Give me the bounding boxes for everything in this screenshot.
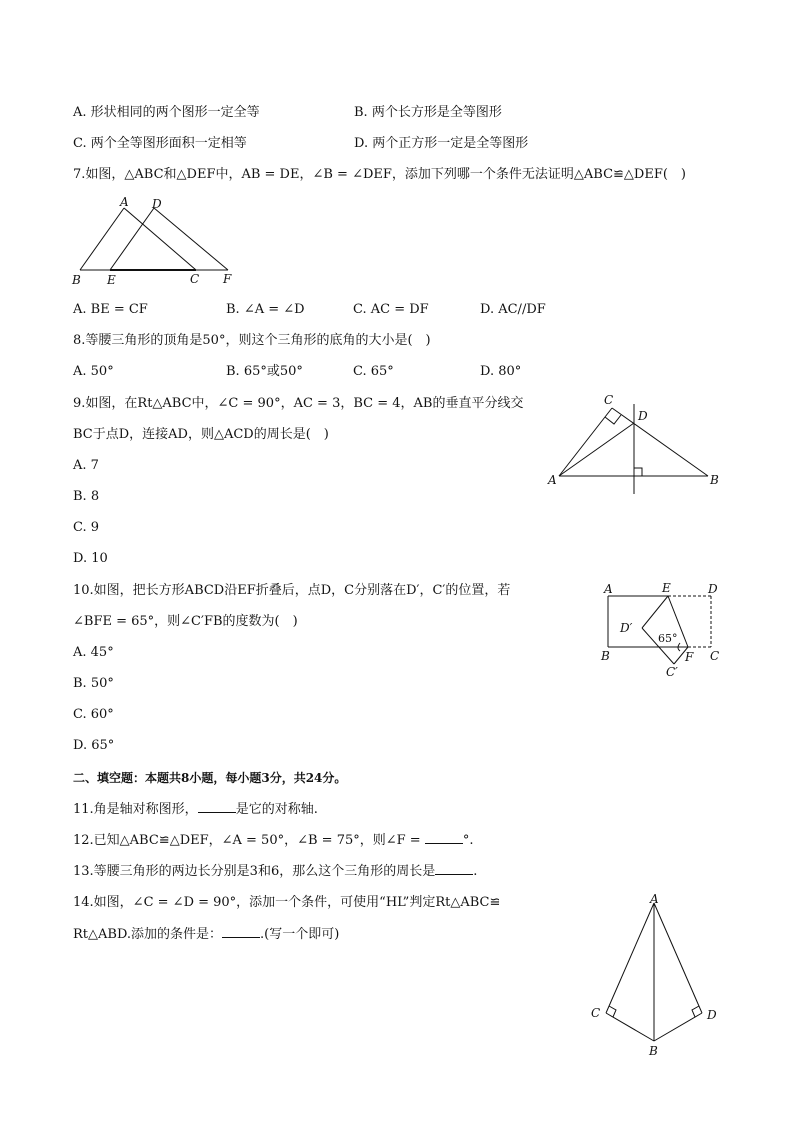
q10-label-c-prime: C′ — [666, 665, 678, 679]
q10-stem-line2: ∠BFE = 65°，则∠C′FB的度数为( ) — [73, 614, 298, 629]
q14-label-d: D — [707, 1008, 717, 1022]
q9-stem-line1: 9.如图，在Rt△ABC中，∠C = 90°，AC = 3，BC = 4，AB的垂直平分线交 — [73, 396, 524, 411]
q7-stem: 7.如图，△ABC和△DEF中，AB = DE，∠B = ∠DEF，添加下列哪一个条件无法证明△ABC≌△DEF( ) — [73, 167, 686, 182]
q14-label-a: A — [650, 892, 659, 906]
q13-stem — [73, 862, 477, 881]
q14-text-pre: Rt△ABD.添加的条件是： — [73, 927, 223, 942]
q7-label-c: C — [190, 272, 200, 286]
q12-text-post: °. — [462, 833, 474, 848]
q9-label-b: B — [710, 473, 719, 487]
q14-label-b: B — [649, 1044, 658, 1058]
q14-stem-line1: 14.如图，∠C = ∠D = 90°，添加一个条件，可使用“HL”判定Rt△ABC≌ — [73, 895, 501, 910]
q10-label-angle: 65° — [658, 632, 678, 645]
q9-option-b: B. 8 — [73, 489, 100, 504]
q13-text-pre: 13.等腰三角形的两边长分别是3和6，那么这个三角形的周长是 — [73, 864, 436, 879]
q6-option-c: C. 两个全等图形面积一定相等 — [73, 136, 247, 151]
q10-option-a: A. 45° — [73, 645, 114, 660]
q10-option-c: C. 60° — [73, 707, 114, 722]
q10-option-d: D. 65° — [73, 738, 115, 753]
q7-label-b: B — [72, 273, 81, 287]
q10-label-d: D — [708, 582, 718, 596]
q10-label-c: C — [710, 649, 720, 663]
q14-text-post: .(写一个即可) — [260, 927, 340, 942]
q12-text-pre: 12.已知△ABC≌△DEF，∠A = 50°，∠B = 75°，则∠F = — [73, 833, 425, 848]
section-2-heading: 二、填空题：本题共8小题，每小题3分，共24分。 — [73, 771, 347, 785]
q12-blank[interactable] — [425, 831, 463, 844]
q10-label-a: A — [604, 582, 613, 596]
q8-option-d: D. 80° — [480, 364, 522, 379]
q14-label-c: C — [591, 1006, 601, 1020]
q7-label-a: A — [120, 195, 129, 209]
q11-text-post: 是它的对称轴. — [235, 802, 318, 817]
q11-blank[interactable] — [198, 800, 236, 813]
q10-option-b: B. 50° — [73, 676, 114, 691]
q9-option-c: C. 9 — [73, 520, 100, 535]
q10-label-b: B — [601, 649, 610, 663]
q9-option-d: D. 10 — [73, 551, 108, 566]
q6-option-a: A. 形状相同的两个图形一定全等 — [73, 105, 260, 120]
q12-stem — [73, 831, 473, 850]
q7-option-a: A. BE = CF — [73, 302, 148, 317]
q9-label-a: A — [548, 473, 557, 487]
q10-label-f: F — [685, 650, 694, 664]
q8-option-c: C. 65° — [353, 364, 394, 379]
q9-stem-line2: BC于点D，连接AD，则△ACD的周长是( ) — [73, 427, 329, 442]
q10-stem-line1: 10.如图，把长方形ABCD沿EF折叠后，点D，C分别落在D′，C′的位置，若 — [73, 583, 511, 598]
q9-label-d: D — [638, 409, 648, 423]
q10-label-d-prime: D′ — [620, 621, 633, 635]
q13-text-post: . — [473, 864, 478, 879]
q7-figure — [68, 194, 248, 289]
q11-text-pre: 11.角是轴对称图形， — [73, 802, 198, 817]
q8-option-a: A. 50° — [73, 364, 114, 379]
q9-option-a: A. 7 — [73, 458, 99, 473]
q9-figure — [546, 394, 726, 494]
q7-label-d: D — [152, 197, 162, 211]
q8-stem: 8.等腰三角形的顶角是50°，则这个三角形的底角的大小是( ) — [73, 333, 431, 348]
q7-option-d: D. AC//DF — [480, 302, 546, 317]
q7-option-c: C. AC = DF — [353, 302, 429, 317]
q7-label-f: F — [223, 272, 232, 286]
q14-blank[interactable] — [222, 925, 260, 938]
q14-stem-line2 — [73, 925, 339, 944]
q11-stem — [73, 800, 318, 819]
q10-label-e: E — [662, 581, 671, 595]
q9-label-c: C — [604, 393, 614, 407]
q6-option-d: D. 两个正方形一定是全等图形 — [354, 136, 529, 151]
q10-figure — [598, 580, 738, 680]
q6-option-b: B. 两个长方形是全等图形 — [354, 105, 502, 120]
q7-option-b: B. ∠A = ∠D — [226, 302, 305, 317]
q7-label-e: E — [107, 273, 116, 287]
q14-figure — [588, 893, 728, 1063]
q13-blank[interactable] — [435, 862, 473, 875]
q8-option-b: B. 65°或50° — [226, 364, 303, 379]
